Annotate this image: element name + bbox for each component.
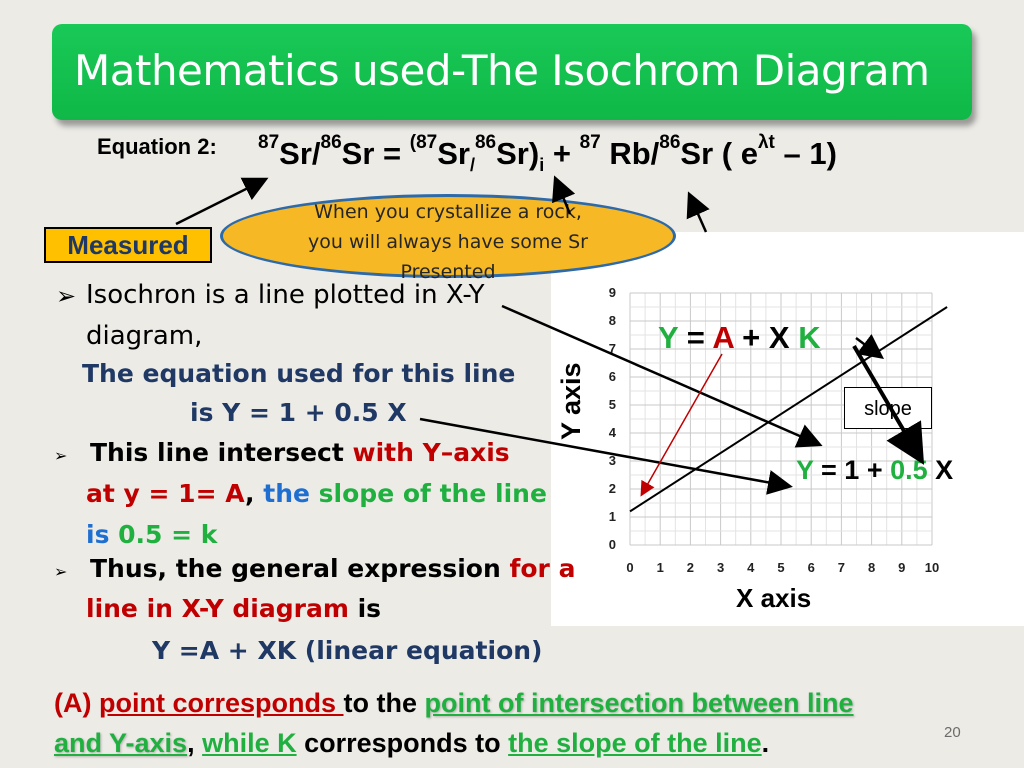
x-tick-label: 9 — [898, 560, 906, 575]
x-tick-label: 3 — [716, 560, 725, 575]
arrow-isochron — [502, 306, 818, 444]
x-tick-label: 7 — [837, 560, 846, 575]
bullet-2-line-3: is 0.5 = k — [86, 520, 218, 549]
equation-2: $^{87}Sr/^{86}Sr = ^{(87}Sr_/^{86}Sr)_i + ^{87}$ Rb/$^{86}$Sr ( $e^{\lambda t} - 1$) — [258, 132, 837, 176]
arrow-equation — [420, 419, 788, 486]
y-tick-label: 9 — [608, 285, 616, 300]
x-tick-label: 2 — [686, 560, 695, 575]
x-tick-label: 1 — [656, 560, 664, 575]
y-tick-label: 5 — [608, 397, 616, 412]
page-number: 20 — [944, 724, 961, 741]
x-axis-label: X axis — [736, 583, 812, 613]
bullet-arrow-icon: ➢ — [56, 283, 77, 310]
bullet-2-line-2: at y = 1= A, the slope of the line — [86, 479, 547, 508]
y-tick-label: 2 — [608, 481, 616, 496]
general-equation: Y = A + X K — [658, 320, 821, 355]
linear-equation: Y =A + XK (linear equation) — [152, 636, 543, 665]
measured-label-left: Measured — [44, 227, 212, 263]
bullet-3-line-1: Thus, the general expression for a — [90, 554, 576, 583]
bullet-chevron-icon: ➢ — [54, 448, 68, 465]
arrow-K-slope — [854, 346, 920, 458]
arrow-measured-right — [690, 196, 706, 232]
y-tick-label: 1 — [608, 509, 616, 524]
y-tick-label: 6 — [608, 369, 616, 384]
callout-line-2: you will always have some Sr — [308, 231, 588, 253]
x-tick-label: 10 — [924, 560, 940, 575]
y-tick-label: 8 — [608, 313, 616, 328]
footer-line-1: (A) point corresponds to the point of intersection between line — [54, 688, 854, 718]
footer-line-2: and Y-axis, while K corresponds to the slope of the line. — [54, 728, 770, 758]
bullet-1-line-2: diagram, — [86, 321, 203, 351]
x-tick-label: 4 — [747, 560, 755, 575]
bullet-3-line-2: line in X-Y diagram is — [86, 594, 382, 623]
equation-label: Equation 2: — [97, 134, 217, 159]
callout-line-1: When you crystallize a rock, — [314, 201, 582, 223]
x-tick-label: 5 — [777, 560, 785, 575]
y-tick-label: 4 — [608, 425, 616, 440]
bullet-1-line-3: The equation used for this line — [82, 359, 516, 388]
slide-title: Mathematics used-The Isochrom Diagram — [74, 46, 930, 95]
slope-label: slope — [844, 387, 932, 429]
line-equation: is Y = 1 + 0.5 X — [190, 398, 407, 427]
specific-equation: Y = 1 + 0.5 X — [796, 455, 954, 485]
y-axis-label: Y axis — [556, 362, 586, 440]
y-tick-label: 3 — [608, 453, 616, 468]
arrow-measured-left — [176, 180, 264, 224]
bullet-chevron-icon: ➢ — [54, 564, 68, 581]
arrow-callout — [556, 180, 570, 214]
y-tick-label: 7 — [608, 341, 616, 356]
y-tick-label: 0 — [608, 537, 616, 552]
x-tick-label: 8 — [867, 560, 876, 575]
x-tick-label: 6 — [807, 560, 815, 575]
callout-line-3: Presented — [400, 261, 496, 283]
bullet-2-line-1: This line intersect with Y–axis — [90, 438, 510, 467]
x-tick-label: 0 — [626, 560, 634, 575]
bullet-1-line-1: Isochron is a line plotted in X-Y — [86, 280, 485, 310]
